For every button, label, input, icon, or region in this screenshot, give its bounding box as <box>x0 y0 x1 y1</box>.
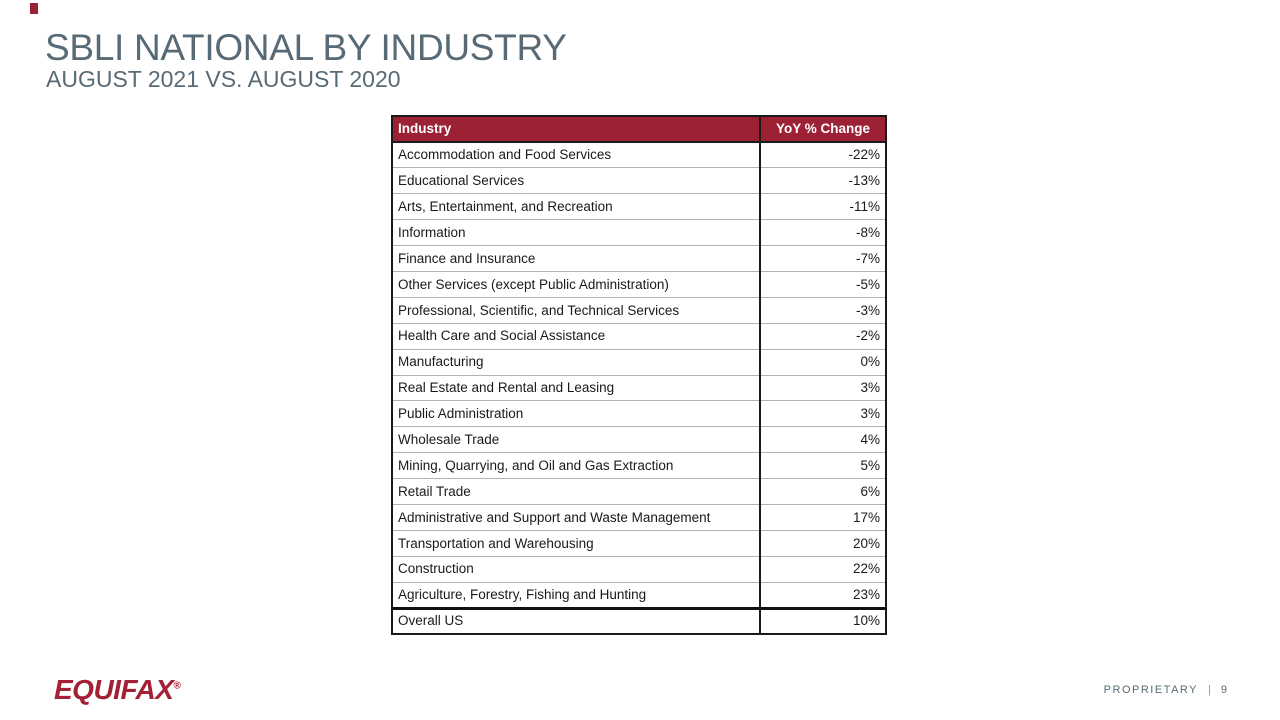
table-row <box>392 297 886 323</box>
yoy-value-cell: -11% <box>760 194 886 220</box>
yoy-value-cell: -2% <box>760 323 886 349</box>
table-row <box>392 556 886 582</box>
industry-cell: Agriculture, Forestry, Fishing and Hunting <box>392 582 760 608</box>
table-row <box>392 142 886 168</box>
yoy-value-cell: -13% <box>760 168 886 194</box>
table-row <box>392 530 886 556</box>
table-row <box>392 427 886 453</box>
page-number: 9 <box>1220 684 1227 696</box>
page-title: SBLI NATIONAL BY INDUSTRY <box>45 27 567 68</box>
yoy-value-cell: 3% <box>760 401 886 427</box>
yoy-value-cell: 0% <box>760 349 886 375</box>
table-row <box>392 194 886 220</box>
industry-cell: Accommodation and Food Services <box>392 142 760 168</box>
industry-cell: Educational Services <box>392 168 760 194</box>
column-header-industry: Industry <box>392 116 760 142</box>
red-accent-mark <box>30 3 38 14</box>
table-row <box>392 168 886 194</box>
proprietary-label: PROPRIETARY <box>1103 684 1199 696</box>
yoy-value-cell: 23% <box>760 582 886 608</box>
industry-cell: Real Estate and Rental and Leasing <box>392 375 760 401</box>
table-row <box>392 582 886 608</box>
table-row <box>392 479 886 505</box>
table-row <box>392 401 886 427</box>
industry-cell: Administrative and Support and Waste Management <box>392 504 760 530</box>
yoy-value-cell: -5% <box>760 271 886 297</box>
table-row <box>392 349 886 375</box>
yoy-value-cell: 5% <box>760 453 886 479</box>
table-header <box>392 116 886 142</box>
yoy-value-cell: 6% <box>760 479 886 505</box>
table-row <box>392 504 886 530</box>
page-subtitle: AUGUST 2021 VS. AUGUST 2020 <box>46 66 401 92</box>
table-row <box>392 271 886 297</box>
industry-table-container <box>391 115 887 635</box>
yoy-value-cell: -3% <box>760 297 886 323</box>
yoy-value-cell: 22% <box>760 556 886 582</box>
table-row <box>392 453 886 479</box>
industry-cell: Retail Trade <box>392 479 760 505</box>
industry-cell: Transportation and Warehousing <box>392 530 760 556</box>
industry-cell: Professional, Scientific, and Technical Services <box>392 297 760 323</box>
yoy-value-cell: -22% <box>760 142 886 168</box>
yoy-value-cell: 20% <box>760 530 886 556</box>
yoy-value-cell: -7% <box>760 246 886 272</box>
yoy-value-cell: 10% <box>760 608 886 634</box>
industry-cell: Wholesale Trade <box>392 427 760 453</box>
industry-cell: Mining, Quarrying, and Oil and Gas Extraction <box>392 453 760 479</box>
industry-cell: Construction <box>392 556 760 582</box>
summary-row <box>392 608 886 634</box>
equifax-logo <box>54 676 181 704</box>
column-header-yoy-change: YoY % Change <box>760 116 886 142</box>
industry-cell: Arts, Entertainment, and Recreation <box>392 194 760 220</box>
industry-cell: Health Care and Social Assistance <box>392 323 760 349</box>
industry-cell: Finance and Insurance <box>392 246 760 272</box>
header-row <box>392 116 886 142</box>
table-row <box>392 323 886 349</box>
yoy-value-cell: -8% <box>760 220 886 246</box>
footer-separator: | <box>1208 684 1211 696</box>
table-row <box>392 375 886 401</box>
industry-cell: Manufacturing <box>392 349 760 375</box>
yoy-value-cell: 17% <box>760 504 886 530</box>
industry-cell: Overall US <box>392 608 760 634</box>
industry-cell: Public Administration <box>392 401 760 427</box>
equifax-logo-text: EQUIFAX <box>54 674 174 705</box>
footer-proprietary <box>1104 685 1227 696</box>
yoy-value-cell: 4% <box>760 427 886 453</box>
industry-cell: Other Services (except Public Administration) <box>392 271 760 297</box>
yoy-value-cell: 3% <box>760 375 886 401</box>
industry-table-body <box>392 142 886 634</box>
table-row <box>392 220 886 246</box>
table-row <box>392 246 886 272</box>
industry-cell: Information <box>392 220 760 246</box>
registered-trademark-symbol: ® <box>173 680 181 692</box>
industry-table <box>391 115 887 635</box>
